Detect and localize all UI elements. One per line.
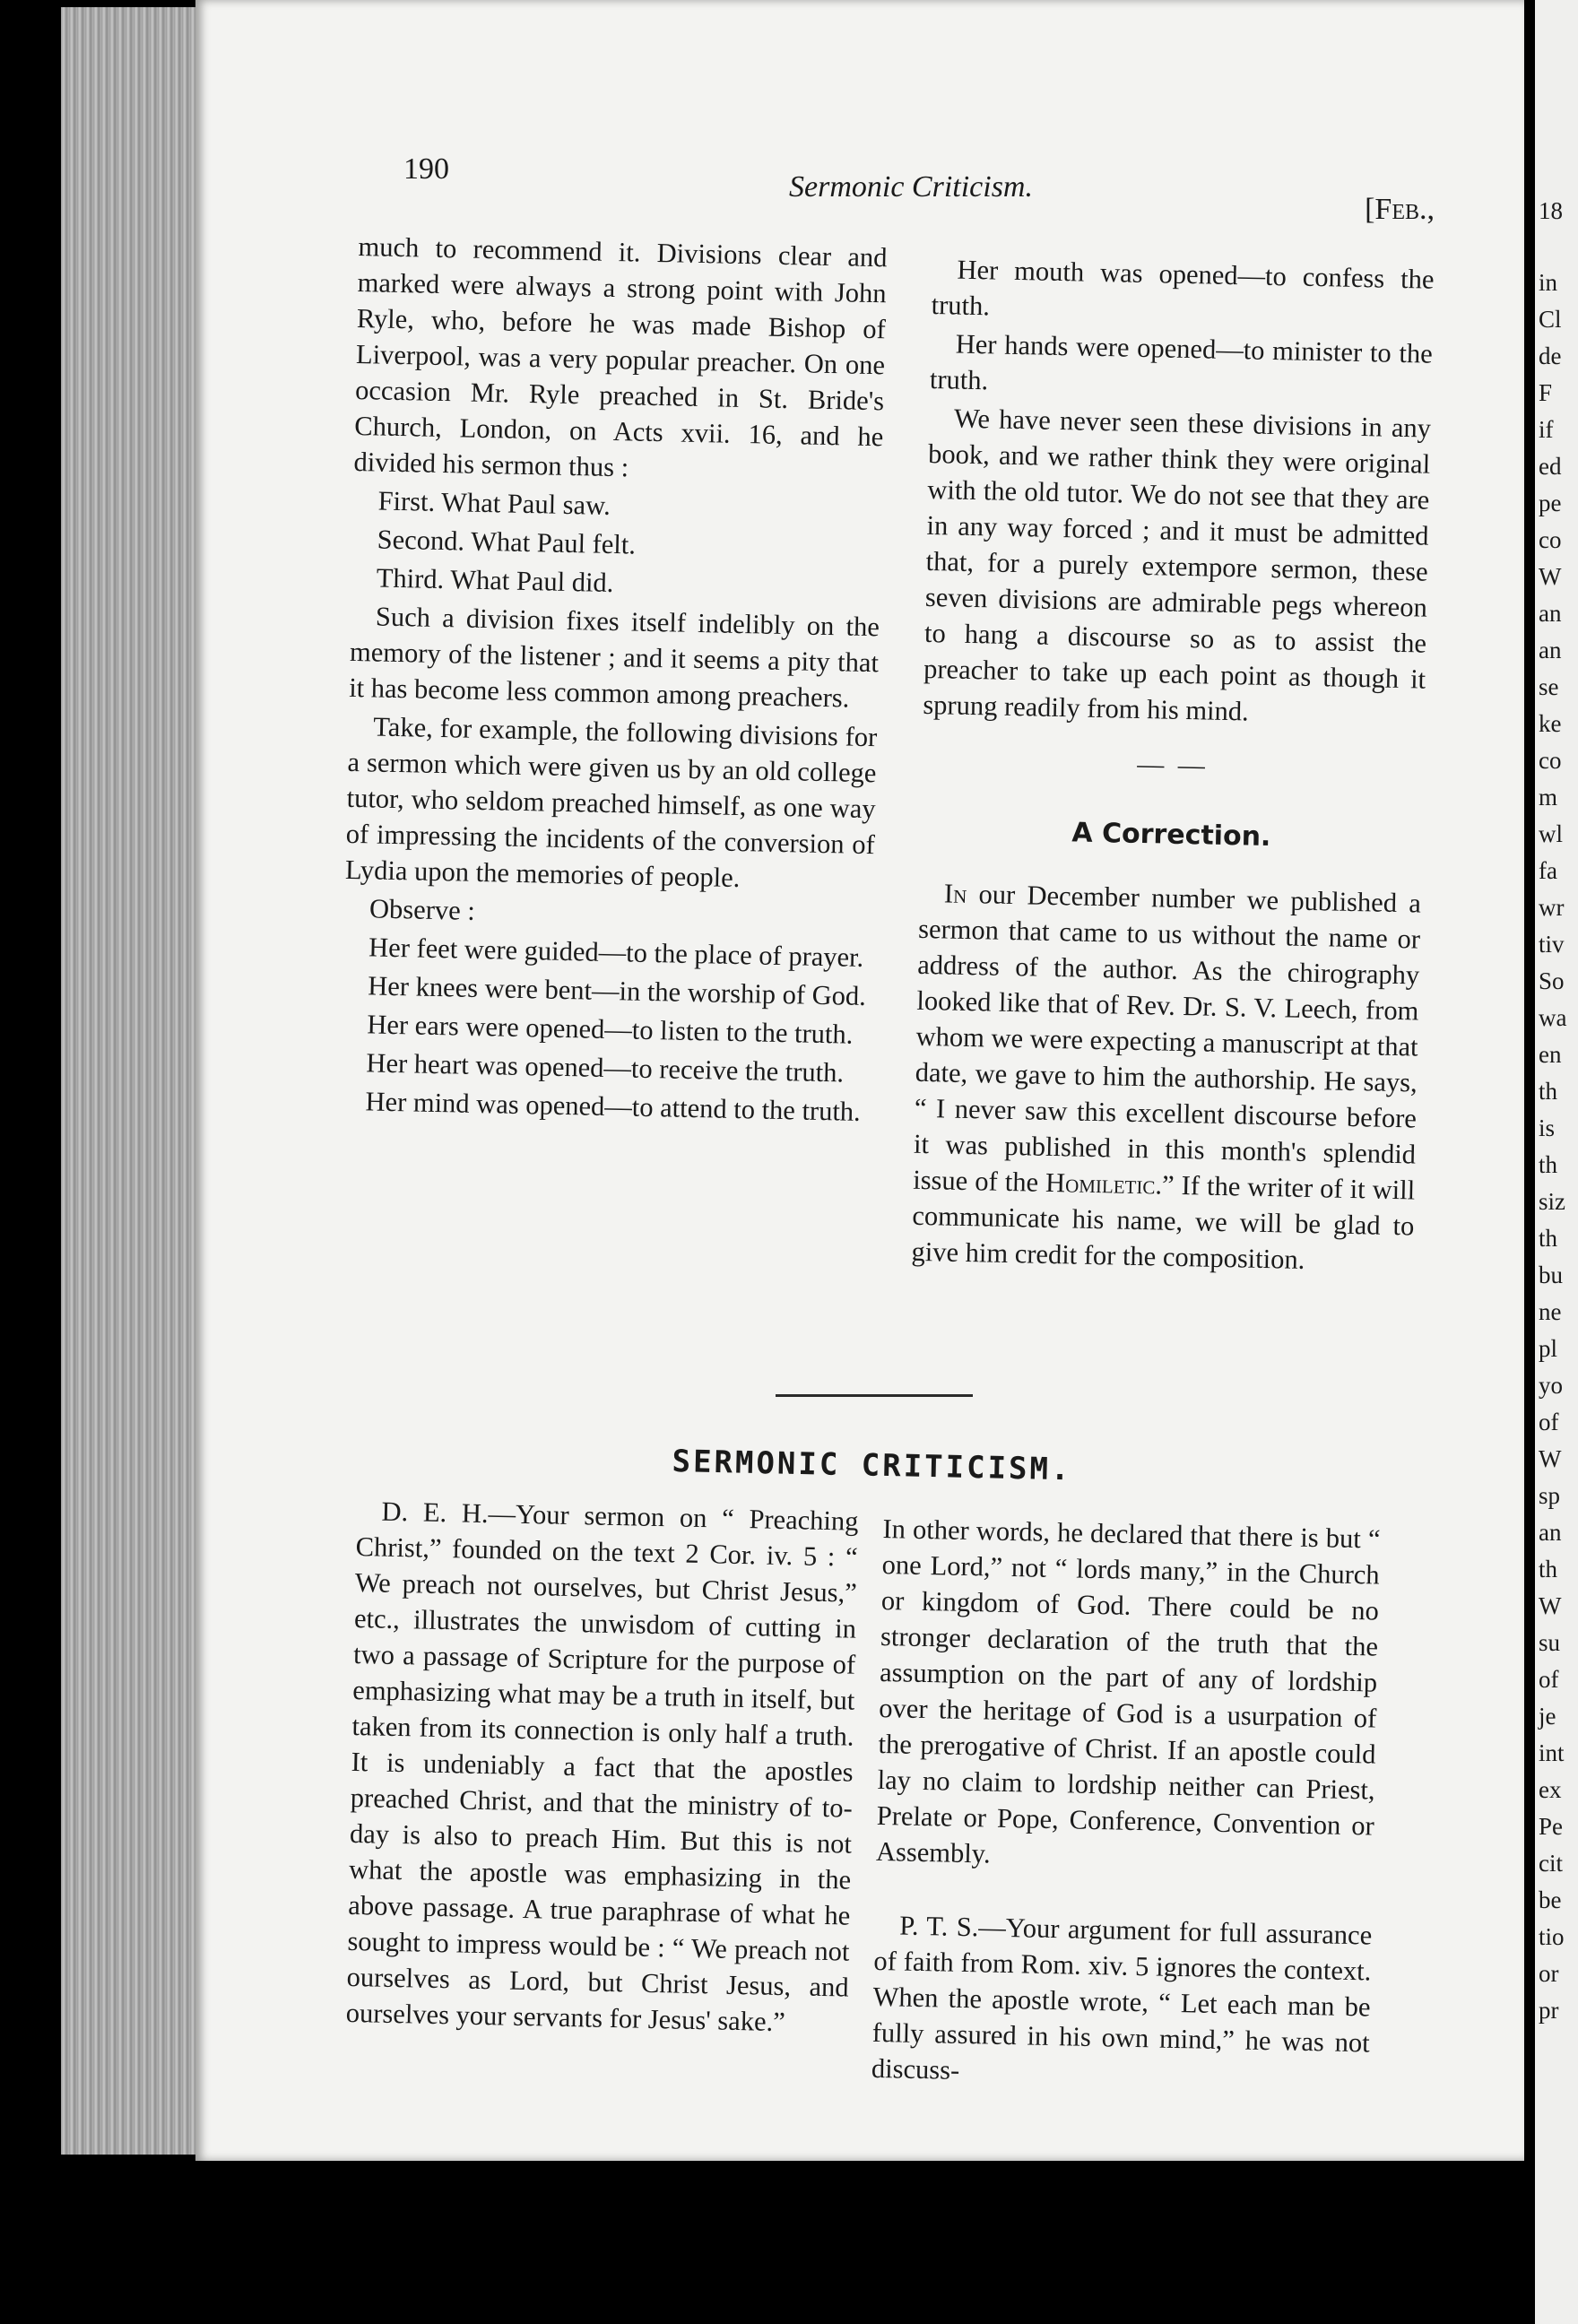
next-page-fragment: if: [1539, 416, 1554, 443]
division-item: Second. What Paul felt.: [377, 524, 637, 560]
next-page-fragment: wa: [1539, 1004, 1567, 1031]
column-right-top: [911, 251, 1435, 1282]
column-right-bottom: [871, 1511, 1380, 2099]
next-page-fragment: bu: [1539, 1262, 1563, 1288]
book-edge: [61, 7, 195, 2155]
division-item: Her mouth was opened—to confess the truth.: [931, 254, 1435, 322]
division-item: Third. What Paul did.: [376, 562, 614, 599]
next-page-fragment: of: [1539, 1409, 1559, 1435]
next-page-fragment: je: [1539, 1703, 1556, 1730]
division-item: Her heart was opened—to receive the truth.: [366, 1047, 845, 1088]
correction-heading: A Correction.: [1071, 817, 1271, 854]
division-item: First. What Paul saw.: [377, 485, 611, 521]
next-page-fragment: se: [1539, 673, 1559, 700]
next-page-fragment: cit: [1539, 1850, 1563, 1877]
next-page-fragment: So: [1539, 967, 1565, 994]
paragraph: Take, for example, the following divisions for a sermon which were given us by an old college tutor, who seldom preached himself, as one way of impressing the incidents of the conversion of Lydia upon the memories of people.: [344, 711, 878, 894]
section-rule: [776, 1394, 973, 1397]
paragraph: D. E. H.—Your sermon on “ Preaching Christ,” founded on the text 2 Cor. iv. 5 : “ We preach not ourselves, but Christ Jesus,” etc., illustrates the unwisdom of cutting in two a passage of Scripture for the purpose of emphasizing what may be a truth in itself, but taken from its connection is only half a truth. It is undeniably a fact that the apostles preached Christ, and that the ministry of to-day is also to preach Him. But this is not what the apostle was emphasizing in the above passage. A true paraphrase of what he sought to impress would be : “ We preach not ourselves as Lord, but Christ Jesus, and ourselves your servants for Jesus' sake.”: [345, 1496, 859, 2038]
next-page-fragment: en: [1539, 1041, 1562, 1068]
correction-paragraph: [911, 875, 1421, 1280]
next-page-fragment: F: [1539, 379, 1553, 406]
next-page-fragment: ne: [1539, 1298, 1562, 1325]
separator: — —: [1136, 749, 1210, 781]
division-item: Her ears were opened—to listen to the truth.: [367, 1009, 854, 1050]
next-page-fragment: or: [1539, 1960, 1559, 1987]
next-page-fragment: co: [1539, 526, 1562, 553]
next-page-fragment: de: [1539, 343, 1562, 369]
next-page-fragment: su: [1539, 1629, 1561, 1656]
next-page-fragment: th: [1539, 1225, 1558, 1252]
running-title: Sermonic Criticism.: [789, 170, 1033, 204]
next-page-fragment: ed: [1539, 453, 1562, 480]
division-item: Her knees were bent—in the worship of God.: [367, 970, 867, 1012]
next-page-fragment: tiv: [1539, 931, 1565, 958]
next-page-fragment: wl: [1539, 820, 1563, 847]
next-page-fragment: an: [1539, 637, 1562, 663]
page-number: 190: [403, 152, 449, 186]
next-page-fragment: sp: [1539, 1482, 1561, 1509]
next-page-fragment: int: [1539, 1739, 1565, 1766]
next-page-fragment: be: [1539, 1886, 1562, 1913]
next-page-fragment: in: [1539, 269, 1558, 296]
next-page-fragment: Pe: [1539, 1813, 1563, 1840]
column-left-top: [340, 229, 888, 1132]
paragraph: much to recommend it. Divisions clear and marked were always a strong point with John Ryle, who, before he was made Bishop of Liverpool, was a very popular preacher. On one occasion Mr. Ryle preached in St. Bride's Church, London, on Acts xvii. 16, and he divided his sermon thus :: [353, 230, 888, 483]
paragraph: Observe :: [368, 893, 476, 926]
next-page-fragment: of: [1539, 1666, 1559, 1693]
next-page-fragment: th: [1539, 1556, 1558, 1583]
next-page-fragment: th: [1539, 1078, 1558, 1105]
next-page-fragment: co: [1539, 747, 1562, 774]
correction-text-1: our December number we published a sermon that came to us without the name or address of the author. As the chirography looked like that of Rev. Dr. S. V. Leech, from whom we were expecting a manuscript at that date, we gave to him the authorship. He says, “ I never saw this excellent discourse before it was published in this month's splendid issue of the: [912, 878, 1422, 1198]
next-page-fragment: W: [1539, 1445, 1562, 1472]
section-heading: SERMONIC CRITICISM.: [672, 1444, 1072, 1488]
next-page-fragment: an: [1539, 1519, 1562, 1546]
next-page-fragment: ex: [1539, 1776, 1562, 1803]
division-item: Her hands were opened—to minister to the truth.: [929, 328, 1434, 396]
lead-word: In: [943, 878, 967, 909]
paragraph: P. T. S.—Your argument for full assurance of faith from Rom. xiv. 5 ignores the context. When the apostle wrote, “ Let each man be fully assured in his own mind,” he was not discuss-: [871, 1910, 1373, 2086]
next-page-fragment: ke: [1539, 710, 1562, 737]
division-item: Her mind was opened—to attend to the truth.: [365, 1086, 862, 1127]
next-page-fragment: yo: [1539, 1372, 1563, 1399]
next-page-fragment: m: [1539, 784, 1558, 811]
next-page-fragment: W: [1539, 563, 1562, 590]
next-page-fragment: an: [1539, 600, 1562, 627]
next-page-fragment: 18: [1539, 197, 1563, 224]
next-page-fragment: siz: [1539, 1188, 1565, 1215]
next-page-fragment: Cl: [1539, 306, 1562, 333]
paragraph: Such a division fixes itself indelibly on the memory of the listener ; and it seems a pity that it has become less common among preachers.: [348, 601, 880, 714]
next-page-fragment: is: [1539, 1114, 1556, 1141]
next-page-fragment: pl: [1539, 1335, 1558, 1362]
column-left-bottom: [345, 1493, 859, 2044]
next-page-edge: [1535, 0, 1578, 2324]
paragraph: We have never seen these divisions in any book, and we rather think they were original with the old tutor. We do not see that they are in any way forced ; and it must be admitted that, for a purely extempore sermon, these seven divisions are admirable pegs whereon to hang a discourse so as to assist the preacher to take up each point as though it sprung readily from his mind.: [923, 403, 1432, 727]
next-page-fragment: wr: [1539, 894, 1565, 921]
next-page-fragment: pe: [1539, 490, 1562, 516]
running-date: [Feb.,: [1365, 193, 1435, 226]
next-page-fragment: pr: [1539, 1997, 1559, 2024]
correction-text-2: ” If the writer of it will communicate his name, we will be glad to give him credit for the composition.: [911, 1169, 1416, 1275]
page-header: [403, 143, 1435, 226]
next-page-fragment: fa: [1539, 857, 1557, 884]
next-page-fragment: W: [1539, 1592, 1562, 1619]
division-item: Her feet were guided—to the place of prayer.: [368, 932, 864, 973]
paragraph: In other words, he declared that there is but “ one Lord,” not “ lords many,” in the Church or kingdom of God. There could be no stronger declaration of the truth that the assumption on the part of any of lordship over the heritage of God is a usurpation of the prerogative of Christ. If an apostle could lay no claim to lordship neither can Priest, Prelate or Pope, Conference, Convention or Assembly.: [875, 1513, 1381, 1869]
homiletic-name: Homiletic.: [1045, 1166, 1163, 1201]
next-page-fragment: tio: [1539, 1923, 1565, 1950]
next-page-fragment: th: [1539, 1151, 1558, 1178]
